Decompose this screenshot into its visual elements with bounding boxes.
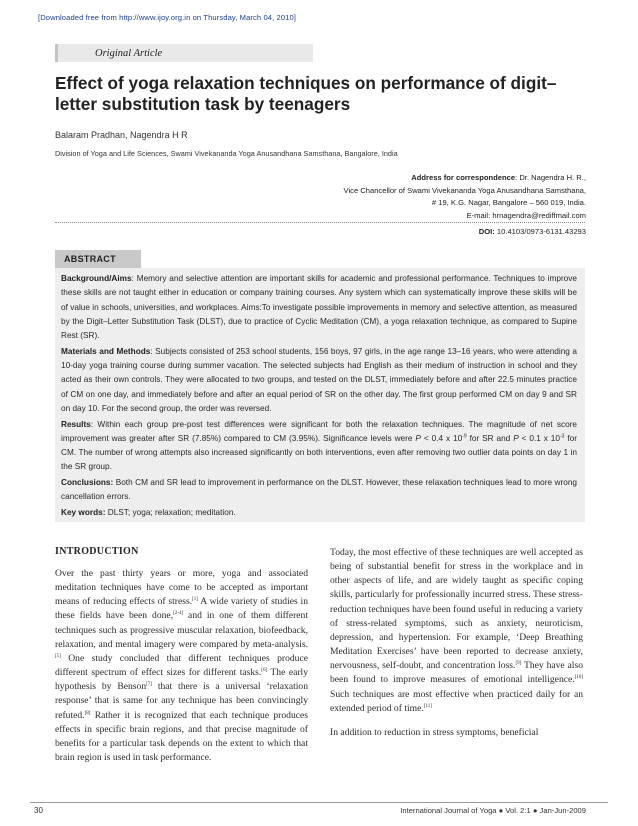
download-note: [Downloaded free from http://www.ijoy.org.in on Thursday, March 04, 2010] — [38, 13, 297, 22]
abstract-results-text: for CM. The number of wrong attempts also increased significantly on both interventions, even after removing two outlier data points on day 1 in the SR group. — [61, 433, 577, 472]
citation[interactable]: [7] — [146, 682, 152, 688]
doi-label: DOI: — [478, 227, 495, 236]
abstract-methods — [61, 345, 577, 416]
abstract-keywords-label: Key words: — [61, 508, 106, 517]
abstract-methods-label: Materials and Methods — [61, 346, 151, 356]
bullet-icon: ● — [498, 806, 504, 815]
citation[interactable]: [9] — [515, 661, 522, 667]
body-column-right — [330, 546, 583, 740]
paragraph-text: Rather it is recognized that each technique produces effects in specific brain regions, and that precise magnitude of benefits for a particular task depends on the extent to which that brain region is used in task performance. — [55, 709, 308, 764]
correspondence-line2: Vice Chancellor of Swami Vivekananda Yoga Anusandhana Samsthana, — [343, 185, 586, 195]
exponent: -3 — [559, 433, 565, 439]
footer-rule — [30, 802, 608, 803]
author-list: Balaram Pradhan, Nagendra H R — [55, 130, 188, 140]
issue-date: Jan-Jun-2009 — [539, 806, 586, 815]
body-column-left — [55, 567, 308, 765]
paragraph — [330, 546, 583, 716]
abstract-results-text: for SR and — [466, 433, 514, 443]
abstract-body — [61, 272, 577, 522]
affiliation: Division of Yoga and Life Sciences, Swami Vivekananda Yoga Anusandhana Samsthana, Bangalore, India — [55, 149, 398, 158]
correspondence-line3: # 19, K.G. Nagar, Bangalore – 560 019, India. — [431, 198, 586, 207]
citation[interactable]: [1] — [192, 597, 198, 603]
paragraph-text: They have also been found to improve measures of emotional intelligence. — [330, 660, 583, 686]
citation[interactable]: [8] — [84, 710, 91, 716]
journal-name: International Journal of Yoga — [400, 806, 497, 815]
correspondence-email: E-mail: hrnagendra@rediffmail.com — [466, 210, 586, 220]
correspondence-name: Dr. Nagendra H. R., — [519, 173, 586, 182]
exponent: -9 — [462, 433, 467, 439]
paragraph-text: Today, the most effective of these techniques are well accepted as being of substantial benefit for stress in the workplace and in other aspects of life, and are widely taught as specific coping skills, particularly for professionally incurred stress. These stress-reduction techniques have been found useful in reducing a variety of stress-related symptoms, such as anxiety, neuroticism, depression, and hypertension. For example, ‘Deep Breathing Meditation Exercises’ have been reported to decrease anxiety, nervousness, self-doubt, and concentration loss. — [330, 547, 583, 672]
doi — [479, 227, 586, 236]
abstract-background-label: Background/Aims — [61, 274, 132, 283]
abstract-keywords — [61, 506, 577, 520]
abstract-heading-tab — [55, 250, 141, 269]
section-heading-introduction: INTRODUCTION — [55, 546, 139, 557]
correspondence-block: Address for correspondence: Dr. Nagendra H. R., Vice Chancellor of Swami Vivekananda Yoga Anusandhana Samsthana, # 19, K.G. Nagar, Bangalore – 560 019, India. E-mail: hrnagendra@rediffmail.com — [166, 172, 586, 222]
paragraph — [55, 567, 308, 765]
citation[interactable]: [6] — [261, 667, 268, 673]
doi-value: 10.4103/0973-6131.43293 — [496, 227, 586, 236]
page-number: 30 — [34, 806, 43, 815]
abstract-conclusions — [61, 476, 577, 505]
abstract-results-text: < 0.4 x 10 — [420, 433, 463, 443]
abstract-conclusions-label: Conclusions: — [61, 478, 114, 487]
article-type-label: Original Article — [95, 48, 163, 59]
paragraph-text: A wide variety of studies in these fields have been done, — [55, 596, 309, 622]
volume: Vol. 2:1 — [505, 806, 531, 815]
abstract-results-label: Results — [61, 419, 91, 429]
paragraph-text: One study concluded that different techniques produce different spectrum of effect sizes for different tasks. — [55, 652, 308, 679]
abstract-results — [61, 418, 577, 475]
paragraph-text: Such techniques are most effective when practiced daily for an extended period of time. — [330, 688, 583, 714]
article-type-bar — [55, 44, 313, 62]
correspondence-label: Address for correspondence — [411, 173, 516, 182]
abstract-results-text: : Within each group pre-post test differences were significant for both the relaxation techniques. The magnitude of net score improvement was greater after SR (7.85%) compared to CM (3.95%). Significance levels were — [61, 419, 577, 443]
dotted-divider — [55, 222, 585, 223]
abstract-background — [61, 272, 577, 343]
bullet-icon: ● — [532, 806, 538, 815]
citation[interactable]: [2-4] — [173, 611, 184, 617]
abstract-results-text: < 0.1 x 10 — [518, 433, 560, 443]
p-symbol: P — [513, 433, 519, 443]
abstract-background-text: : Memory and selective attention are important skills for academic and professional performance. Techniques to improve these skills are not taught either in education or company training courses. Any system which can systematically improve these skills will be of value in schools, universities, and workplaces. Aims:To investigate possible improvements in memory and selective attention, as measured by the Digit–Letter Substitution Task (DLST), due to practice of Cyclic Meditation (CM), a yoga relaxation technique, as compared to Supine Rest (SR). — [61, 274, 577, 340]
journal-footer — [400, 806, 586, 815]
citation[interactable]: [11] — [423, 703, 432, 709]
paper-title: Effect of yoga relaxation techniques on performance of digit–letter substitution task by teenagers — [55, 73, 557, 114]
paragraph-text: The early hypothesis by Benson — [55, 667, 308, 693]
citation[interactable]: [5] — [55, 653, 61, 659]
paragraph: In addition to reduction in stress symptoms, beneficial — [330, 726, 539, 738]
abstract-conclusions-text: Both CM and SR lead to improvement in performance on the DLST. However, these relaxation techniques lead to more wrong cancellation errors. — [61, 478, 577, 502]
paragraph-text: that there is a universal ‘relaxation response’ that is same for any technique has been convincingly refuted. — [55, 681, 309, 721]
citation[interactable]: [10] — [574, 675, 583, 681]
p-symbol: P — [415, 433, 421, 443]
abstract-keywords-text: DLST; yoga; relaxation; meditation. — [105, 508, 236, 517]
paragraph-text: and in one of them different techniques such as progressive muscular relaxation, biofeedback, relaxation, and mental imagery were compared by meta-analysis. — [55, 610, 309, 650]
paragraph-text: Over the past thirty years or more, yoga and associated meditation techniques have come to be accepted as important means of reducing effects of stress. — [55, 568, 308, 608]
abstract-methods-text: : Subjects consisted of 253 school students, 156 boys, 97 girls, in the age range 13–16 years, who were attending a 10-day yoga training course during summer vacation. The selected subjects had English as their medium of instruction in school and they acted as their own controls. They were allocated to two groups, and tested on the DLST, immediately before and after 22.5 minutes practice of CM on one day, and immediately before and after an equal period of SR on the other day. The first group performed CM on day 9 and SR on day 10. For the second group, the order was reversed. — [61, 346, 577, 413]
abstract-heading: ABSTRACT — [64, 254, 116, 264]
